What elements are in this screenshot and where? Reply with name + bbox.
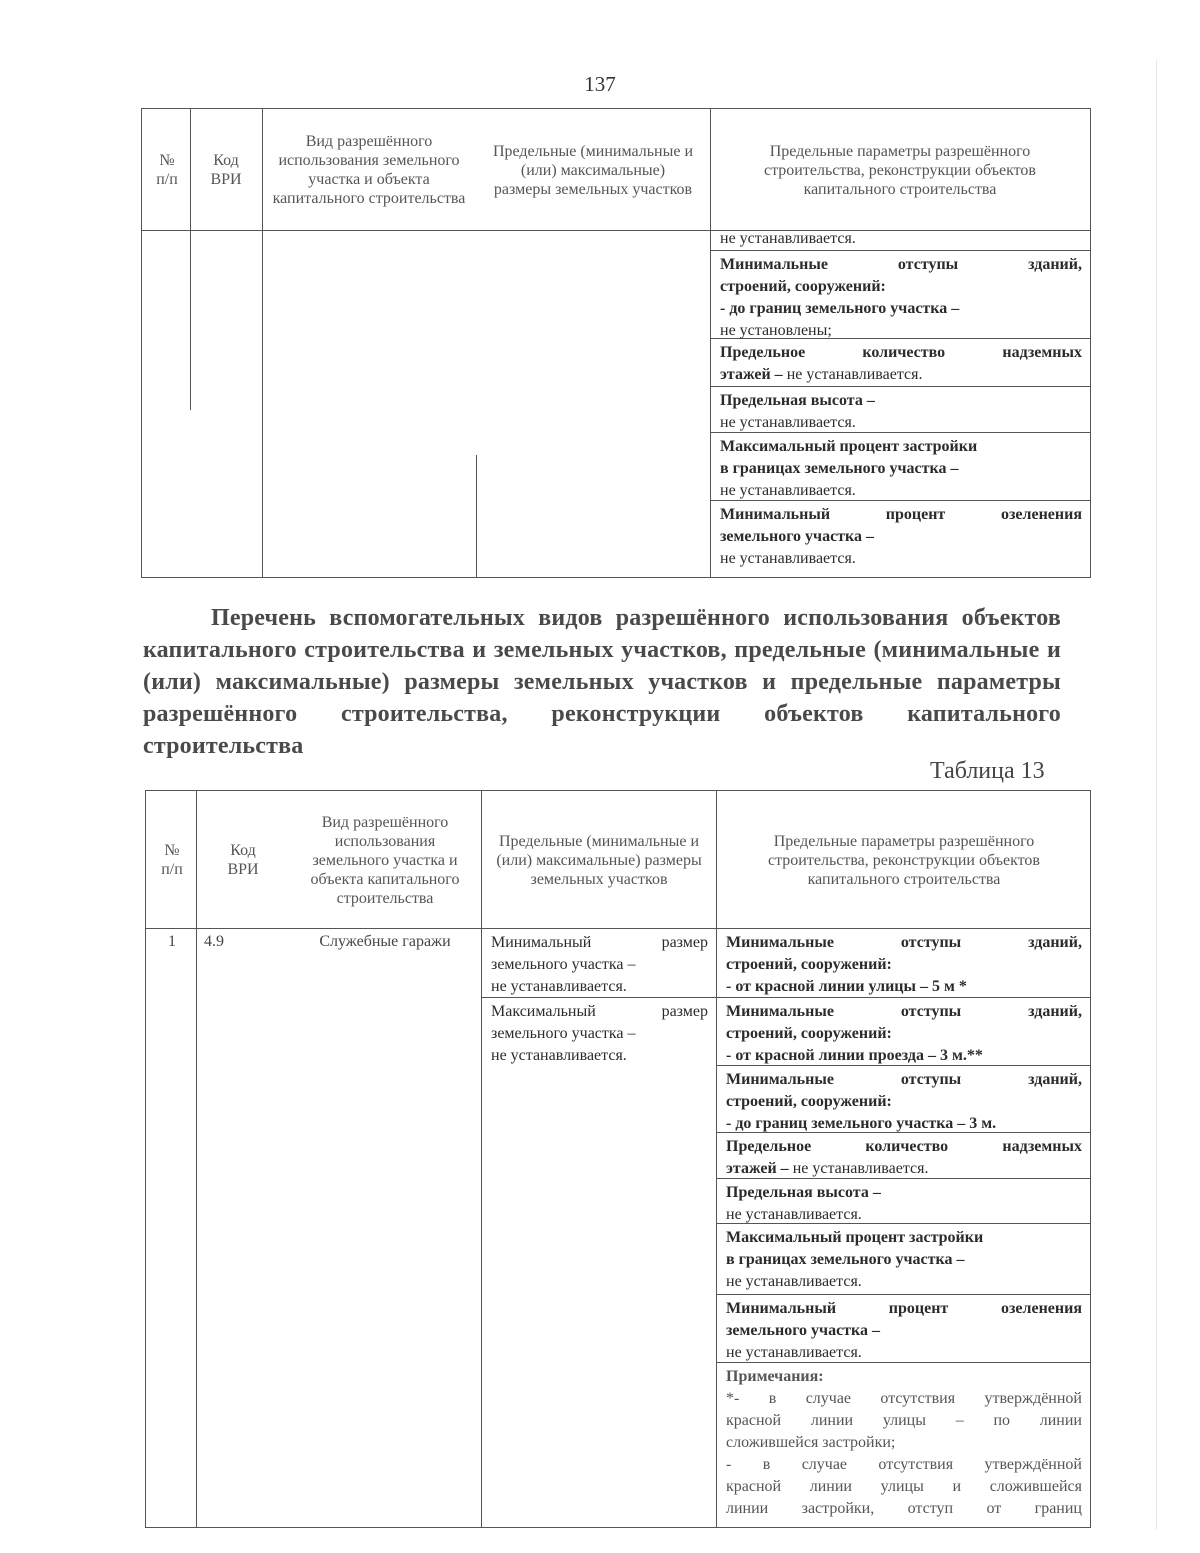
header-parameters: Предельные параметры разрешённого строительства, реконструкции объектов капитального строительства (768, 832, 1040, 888)
top-param-cell: Максимальный процент застройки в границах земельного участка – не устанавливается. (720, 438, 978, 499)
param-cell: Предельная высота – не устанавливается. (726, 1184, 881, 1223)
min-plot-size: Минимальный размер земельного участка – не устанавливается. (491, 934, 708, 995)
top-param-cell: Минимальные отступы зданий, строений, сооружений: - до границ земельного участка – не установлены; (720, 256, 1082, 339)
param-cell: Минимальные отступы зданий, строений, сооружений: - от красной линии улицы – 5 м * (726, 934, 1082, 995)
top-param-cell: Предельное количество надземных этажей – не устанавливается. (720, 344, 1082, 383)
param-cell: Максимальный процент застройки в границах земельного участка – не устанавливается. (726, 1229, 984, 1290)
header-parameters: Предельные параметры разрешённого строительства, реконструкции объектов капитального строительства (764, 142, 1036, 198)
header-plot-size: Предельные (минимальные и (или) максимальные) размеры земельных участков (492, 142, 694, 198)
header-num: № п/п (156, 152, 178, 188)
notes-cell: Примечания: *- в случае отсутствия утверждённой красной линии улицы – по линии сложившейся застройки; - в случае отсутствия утверждённой красной линии улицы и сложившейся линии застройки, отступ от границ (726, 1368, 1082, 1517)
param-cell: Предельное количество надземных этажей – не устанавливается. (726, 1138, 1082, 1177)
param-cell: Минимальный процент озеленения земельного участка – не устанавливается. (726, 1300, 1082, 1361)
header-code-label: Код ВРИ (227, 842, 259, 878)
table-caption: Таблица 13 (930, 758, 1045, 784)
header-use-type: Вид разрешённого использования земельного участка и объекта капитального строительства (272, 133, 466, 207)
header-code: Код ВРИ (210, 152, 242, 188)
top-param-cell: Предельная высота – не устанавливается. (720, 392, 875, 431)
header-num: № п/п (161, 842, 183, 878)
section-title: Перечень вспомогательных видов разрешённого использования объектов капитального строительства и земельных участков, предельные (минимальные и (или) максимальные) размеры земельных участков и предельные параметры разрешённого строительства, реконструкции объектов капитального строительства (143, 605, 1061, 759)
header-use-type: Вид разрешённого использования земельного участка и объекта капитального строительства (310, 813, 460, 907)
top-param-cell: Минимальный процент озеленения земельного участка – не устанавливается. (720, 506, 1082, 567)
row-use-type: Служебные гаражи (319, 933, 451, 950)
top-param-cell: не устанавливается. (720, 230, 856, 247)
param-cell: Минимальные отступы зданий, строений, сооружений: - от красной линии проезда – 3 м.** (726, 1003, 1082, 1064)
row-code: 4.9 (204, 933, 224, 950)
max-plot-size: Максимальный размер земельного участка – не устанавливается. (491, 1003, 708, 1064)
scan-edge-line (1156, 60, 1157, 1530)
page-number: 137 (584, 72, 616, 96)
header-plot-size: Предельные (минимальные и (или) максимальные) размеры земельных участков (496, 832, 702, 888)
row-number: 1 (168, 933, 176, 950)
param-cell: Минимальные отступы зданий, строений, сооружений: - до границ земельного участка – 3 м. (726, 1071, 1082, 1132)
